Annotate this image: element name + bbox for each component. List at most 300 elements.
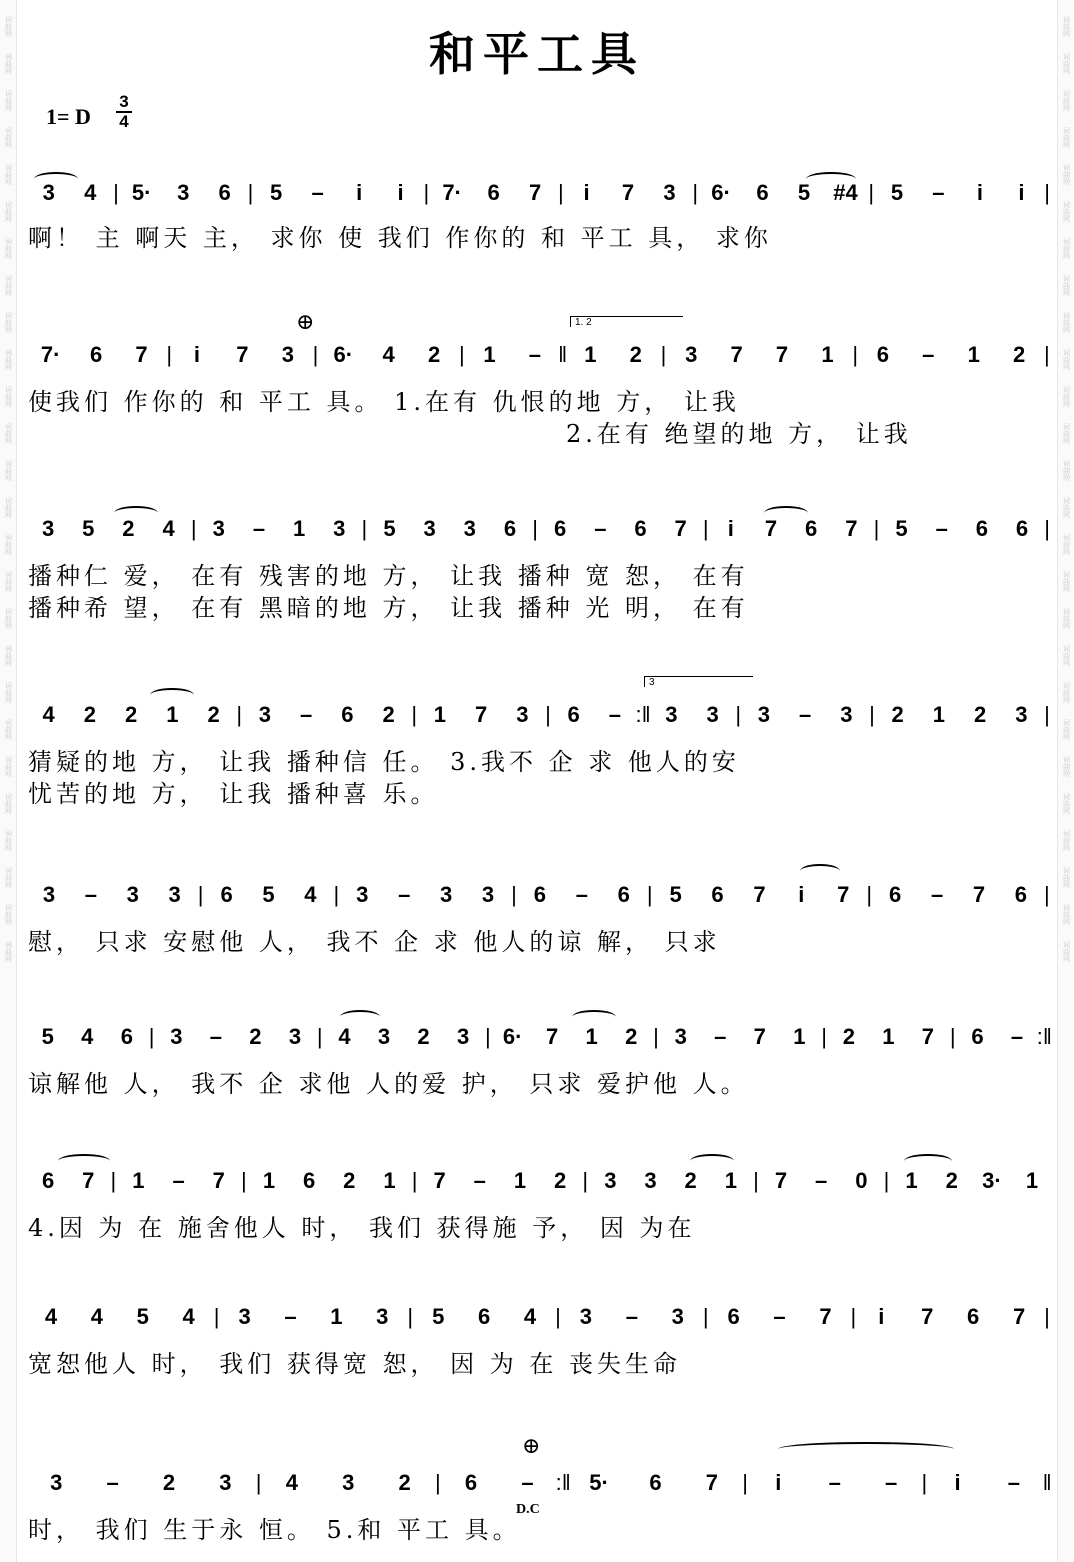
note: 5	[41, 1024, 54, 1049]
barline: |	[241, 1168, 247, 1193]
barline: |	[1044, 180, 1050, 205]
note: 3	[177, 180, 190, 205]
watermark-text: 词曲网	[1062, 497, 1071, 518]
note: 2	[382, 702, 395, 727]
barline: |	[1043, 882, 1050, 907]
watermark-text: 词曲网	[4, 90, 13, 111]
note: 6·	[333, 342, 354, 367]
note: 7	[433, 1168, 446, 1193]
note: –	[815, 1168, 828, 1193]
note: 6	[218, 180, 231, 205]
time-signature	[116, 94, 132, 130]
note: –	[473, 1168, 486, 1193]
note: 6	[464, 1470, 478, 1495]
barline: |	[850, 1304, 857, 1329]
note: 5·	[589, 1470, 609, 1495]
note: 6	[889, 882, 902, 907]
note: 6	[341, 702, 354, 727]
note: 7	[753, 882, 766, 907]
note: 3·	[982, 1168, 1002, 1193]
note: 3	[685, 342, 698, 367]
note: 4	[304, 882, 317, 907]
volta-bracket: 3	[644, 676, 753, 687]
note: –	[84, 882, 97, 907]
barline: :‖	[555, 1470, 571, 1495]
watermark-text: 词曲网	[4, 534, 13, 555]
note: 7	[972, 882, 986, 907]
note: 7	[1012, 1304, 1026, 1329]
notation-line	[28, 700, 1052, 730]
note: i	[798, 882, 805, 907]
note: 5	[262, 882, 275, 907]
watermark-text: 词曲网	[4, 904, 13, 925]
note: 7	[764, 516, 778, 541]
note: 3	[219, 1470, 232, 1495]
note: –	[311, 180, 324, 205]
note: 6	[727, 1304, 740, 1329]
note: 3	[481, 882, 495, 907]
note: 3	[463, 516, 476, 541]
note: 4	[523, 1304, 537, 1329]
barline: |	[484, 1024, 491, 1049]
notation-line	[28, 178, 1052, 208]
watermark-text: 词曲网	[4, 830, 13, 851]
key-signature: 1= D	[46, 104, 91, 129]
watermark-text: 词曲网	[1062, 719, 1071, 740]
note: 6	[711, 882, 724, 907]
note: 3	[671, 1304, 684, 1329]
note: 4	[382, 342, 395, 367]
barline: :‖	[635, 702, 651, 727]
volta-bracket: 1. 2	[570, 316, 683, 327]
watermark-text: 词曲网	[1062, 16, 1071, 37]
lyrics-line-verse-1: 使我们 作你的 和 平工 具。 1.在有 仇恨的地 方， 让我	[28, 388, 740, 416]
barline: |	[742, 1470, 748, 1495]
note: 4	[84, 180, 97, 205]
note: 3	[665, 702, 678, 727]
note: 7	[212, 1168, 225, 1193]
note: 2	[207, 702, 220, 727]
note: 2	[398, 1470, 411, 1495]
barline: |	[1044, 516, 1050, 541]
watermark-text: 词曲网	[4, 275, 13, 296]
barline: |	[247, 180, 254, 205]
watermark-text: 词曲网	[1062, 608, 1071, 629]
note: 6	[805, 516, 818, 541]
note: i	[775, 1470, 782, 1495]
note: 2	[417, 1024, 430, 1049]
note: 1	[262, 1168, 276, 1193]
note: 1	[132, 1168, 145, 1193]
note: 6	[649, 1470, 662, 1495]
left-watermark-strip	[0, 0, 17, 1562]
barline: |	[213, 1304, 220, 1329]
note: 4	[42, 702, 55, 727]
note: 6	[567, 702, 580, 727]
note: 4	[90, 1304, 103, 1329]
note: i	[878, 1304, 885, 1329]
watermark-text: 词曲网	[1062, 349, 1071, 370]
note: 3	[674, 1024, 687, 1049]
note: 3	[604, 1168, 617, 1193]
note: 3	[333, 516, 346, 541]
note: –	[594, 516, 607, 541]
note: –	[773, 1304, 786, 1329]
barline: |	[1044, 342, 1050, 367]
note: 1	[584, 342, 597, 367]
note: 2	[83, 702, 96, 727]
meter-top: 3	[119, 92, 129, 111]
note: 6	[302, 1168, 316, 1193]
note: 3	[757, 702, 770, 727]
note: –	[608, 702, 621, 727]
barline: |	[411, 1168, 418, 1193]
slur	[800, 864, 840, 878]
barline: |	[1044, 1304, 1050, 1329]
lyrics-line: 4.因 为 在 施舍他人 时， 我们 获得施 予， 因 为在	[28, 1214, 696, 1242]
barline: |	[458, 342, 465, 367]
watermark-text: 词曲网	[4, 941, 13, 962]
barline: |	[873, 516, 880, 541]
note: –	[1007, 1470, 1021, 1495]
note: 1	[166, 702, 179, 727]
note: 6	[533, 882, 547, 907]
note: –	[884, 1470, 898, 1495]
watermark-text: 词曲网	[4, 53, 13, 74]
note: 3	[663, 180, 676, 205]
watermark-text: 词曲网	[4, 238, 13, 259]
watermark-text: 词曲网	[4, 201, 13, 222]
lyrics-line: 时， 我们 生于永 恒。 5.和 平工 具。	[28, 1516, 521, 1544]
watermark-text: 词曲网	[4, 16, 13, 37]
watermark-text: 词曲网	[1062, 460, 1071, 481]
lyrics-line-verse-2: 播种希 望， 在有 黑暗的地 方， 让我 播种 光 明， 在有	[28, 594, 749, 622]
note: –	[575, 882, 588, 907]
coda-sign: ⊕	[522, 1434, 541, 1459]
watermark-text: 词曲网	[1062, 53, 1071, 74]
watermark-text: 词曲网	[1062, 127, 1071, 148]
note: 4	[162, 516, 175, 541]
note: 3	[439, 882, 453, 907]
note: 2	[427, 342, 441, 367]
note: 2	[125, 702, 138, 727]
watermark-text: 词曲网	[4, 386, 13, 407]
notation-line	[28, 514, 1052, 544]
watermark-text: 词曲网	[1062, 867, 1071, 888]
watermark-text: 词曲网	[4, 608, 13, 629]
meter-bottom: 4	[119, 112, 129, 131]
barline: ‖	[1042, 1470, 1052, 1495]
barline: |	[692, 180, 699, 205]
note: 6	[967, 1304, 980, 1329]
barline: |	[197, 882, 204, 907]
barline: |	[166, 342, 173, 367]
note: 6·	[502, 1024, 523, 1049]
note: 6	[41, 1168, 55, 1193]
watermark-text: 词曲网	[1062, 756, 1071, 777]
note: 5·	[131, 180, 152, 205]
note: 6	[971, 1024, 984, 1049]
note: 3	[423, 516, 436, 541]
note: 3	[50, 1470, 63, 1495]
barline: |	[646, 882, 653, 907]
barline: |	[883, 1168, 890, 1193]
coda-sign: ⊕	[296, 310, 315, 335]
barline: |	[423, 180, 430, 205]
watermark-text: 词曲网	[4, 497, 13, 518]
note: 2	[973, 702, 987, 727]
note: i	[954, 1470, 961, 1495]
note: 0	[855, 1168, 868, 1193]
notation-line	[28, 1022, 1052, 1052]
note: i	[356, 180, 363, 205]
watermark-text: 词曲网	[4, 312, 13, 333]
barline: |	[869, 702, 875, 727]
barline: |	[868, 180, 875, 205]
note: i	[1018, 180, 1025, 205]
barline: |	[312, 342, 319, 367]
lyrics-line: 啊！ 主 啊天 主， 求你 使 我们 作你的 和 平工 具， 求你	[28, 224, 772, 252]
watermark-text: 词曲网	[4, 867, 13, 888]
watermark-text: 词曲网	[1062, 164, 1071, 185]
barline: |	[407, 1304, 414, 1329]
watermark-text: 词曲网	[4, 719, 13, 740]
lyrics-line-verse-1: 猜疑的地 方， 让我 播种信 任。 3.我不 企 求 他人的安	[28, 748, 740, 776]
watermark-text: 词曲网	[4, 127, 13, 148]
barline: |	[949, 1024, 956, 1049]
note: –	[252, 516, 266, 541]
note: 7	[774, 1168, 788, 1193]
note: i	[193, 342, 201, 367]
right-watermark-strip	[1057, 0, 1074, 1562]
note: –	[828, 1470, 841, 1495]
barline: |	[653, 1024, 659, 1049]
watermark-text: 词曲网	[1062, 941, 1071, 962]
watermark-text: 词曲网	[1062, 90, 1071, 111]
note: 4	[182, 1304, 195, 1329]
barline: |	[411, 702, 418, 727]
note: –	[300, 702, 313, 727]
note: 6	[90, 342, 103, 367]
note: 5	[895, 516, 908, 541]
note: 3	[238, 1304, 251, 1329]
note: 6	[487, 180, 500, 205]
note: 6·	[711, 180, 731, 205]
note: –	[932, 180, 945, 205]
watermark-text: 词曲网	[1062, 534, 1071, 555]
note: 1	[882, 1024, 895, 1049]
barline: |	[434, 1470, 441, 1495]
note: 7·	[40, 342, 61, 367]
note: –	[930, 882, 944, 907]
barline: |	[582, 1168, 589, 1193]
note: 3	[342, 1470, 355, 1495]
note: 6	[554, 516, 567, 541]
barline: |	[316, 1024, 323, 1049]
note: 6	[1014, 882, 1028, 907]
note: 7	[845, 516, 858, 541]
note: 5	[270, 180, 283, 205]
notation-line	[28, 1468, 1052, 1498]
barline: |	[1044, 702, 1050, 727]
lyrics-line-verse-2: 2.在有 绝望的地 方， 让我	[566, 420, 912, 448]
note: –	[398, 882, 411, 907]
note: 2	[343, 1168, 356, 1193]
barline: |	[555, 1304, 561, 1329]
note: –	[625, 1304, 638, 1329]
note: 1	[330, 1304, 343, 1329]
watermark-text: 词曲网	[4, 682, 13, 703]
barline: |	[753, 1168, 759, 1193]
lyrics-line: 慰， 只求 安慰他 人， 我不 企 求 他人的谅 解， 只求	[28, 928, 721, 956]
note: i	[397, 180, 404, 205]
barline: |	[110, 1168, 117, 1193]
lyrics-line: 宽恕他人 时， 我们 获得宽 恕， 因 为 在 丧失生命	[28, 1350, 682, 1378]
note: 7	[819, 1304, 832, 1329]
watermark-text: 词曲网	[1062, 238, 1071, 259]
notation-line	[28, 340, 1052, 370]
note: 4	[285, 1470, 298, 1495]
note: 6	[120, 1024, 133, 1049]
notation-line	[28, 1302, 1052, 1332]
watermark-text: 词曲网	[1062, 830, 1071, 851]
note: 2	[945, 1168, 958, 1193]
barline: |	[821, 1024, 827, 1049]
note: 3	[288, 1024, 302, 1049]
note: 5	[797, 180, 811, 205]
watermark-text: 词曲网	[1062, 423, 1071, 444]
note: 1	[1025, 1168, 1039, 1193]
note: 3	[579, 1304, 593, 1329]
watermark-text: 词曲网	[1062, 904, 1071, 925]
note: 6	[617, 882, 630, 907]
note: 5	[136, 1304, 149, 1329]
note: 5	[890, 180, 904, 205]
note: –	[521, 1470, 534, 1495]
note: 2	[249, 1024, 262, 1049]
note: i	[976, 180, 983, 205]
note: 7	[674, 516, 687, 541]
note: 2	[625, 1024, 638, 1049]
da-capo-mark: D.C	[516, 1502, 540, 1517]
watermark-text: 词曲网	[4, 756, 13, 777]
barline: |	[511, 882, 517, 907]
note: 2	[629, 342, 642, 367]
barline: |	[866, 882, 873, 907]
watermark-text: 词曲网	[1062, 645, 1071, 666]
watermark-text: 词曲网	[1062, 571, 1071, 592]
barline: |	[735, 702, 742, 727]
barline: |	[852, 342, 859, 367]
note: 3	[126, 882, 139, 907]
watermark-text: 词曲网	[4, 460, 13, 481]
note: 2	[554, 1168, 567, 1193]
note: 4	[44, 1304, 58, 1329]
note: 3	[644, 1168, 657, 1193]
note: 3	[516, 702, 529, 727]
barline: |	[532, 516, 538, 541]
notation-line	[28, 1166, 1052, 1196]
note: 7	[775, 342, 789, 367]
barline: |	[545, 702, 551, 727]
note: –	[798, 702, 812, 727]
note: 2	[842, 1024, 855, 1049]
note: 1	[513, 1168, 527, 1193]
note: 6	[503, 516, 517, 541]
note: i	[727, 516, 734, 541]
note: 1	[724, 1168, 737, 1193]
note: 7	[921, 1304, 934, 1329]
note: #4	[833, 180, 858, 205]
note: 3	[706, 702, 719, 727]
barline: |	[148, 1024, 155, 1049]
watermark-text: 词曲网	[1062, 312, 1071, 333]
note: 1	[905, 1168, 918, 1193]
note: i	[583, 180, 590, 205]
note: 3	[377, 1024, 391, 1049]
note: 1	[821, 342, 834, 367]
note: 7	[528, 180, 542, 205]
note: 3	[41, 516, 55, 541]
note: 1	[967, 342, 980, 367]
note: 7	[921, 1024, 935, 1049]
note: 3	[42, 180, 55, 205]
watermark-text: 词曲网	[4, 164, 13, 185]
note: 3	[42, 882, 56, 907]
watermark-text: 词曲网	[4, 571, 13, 592]
note: –	[935, 516, 948, 541]
note: –	[528, 342, 542, 367]
watermark-text: 词曲网	[1062, 386, 1071, 407]
note: 3	[212, 516, 225, 541]
lyrics-line-verse-1: 播种仁 爱， 在有 残害的地 方， 让我 播种 宽 恕， 在有	[28, 562, 749, 590]
note: 3	[168, 882, 181, 907]
note: –	[106, 1470, 119, 1495]
note: 7	[82, 1168, 95, 1193]
note: 6	[975, 516, 988, 541]
watermark-text: 词曲网	[1062, 201, 1071, 222]
note: 7	[135, 342, 148, 367]
note: 1	[383, 1168, 396, 1193]
note: 3	[281, 342, 294, 367]
barline: |	[557, 180, 564, 205]
note: 3	[1015, 702, 1028, 727]
note: 1	[585, 1024, 598, 1049]
note: 2	[891, 702, 904, 727]
note: 3	[258, 702, 271, 727]
note: –	[922, 342, 935, 367]
note: 2	[162, 1470, 176, 1495]
watermark-text: 词曲网	[1062, 793, 1071, 814]
note: 6	[876, 342, 889, 367]
watermark-text: 词曲网	[4, 645, 13, 666]
notation-line	[28, 880, 1052, 910]
barline: |	[255, 1470, 262, 1495]
note: 7	[730, 342, 743, 367]
barline: |	[361, 516, 368, 541]
note: 7	[475, 702, 488, 727]
lyrics-line-verse-2: 忧苦的地 方， 让我 播种喜 乐。	[28, 780, 439, 808]
note: 6	[477, 1304, 491, 1329]
slur	[778, 1442, 954, 1456]
note: 2	[1013, 342, 1026, 367]
barline: |	[236, 702, 243, 727]
watermark-text: 词曲网	[1062, 275, 1071, 296]
note: 3	[840, 702, 853, 727]
note: 3	[356, 882, 369, 907]
note: 2	[684, 1168, 697, 1193]
barline: |	[702, 1304, 709, 1329]
